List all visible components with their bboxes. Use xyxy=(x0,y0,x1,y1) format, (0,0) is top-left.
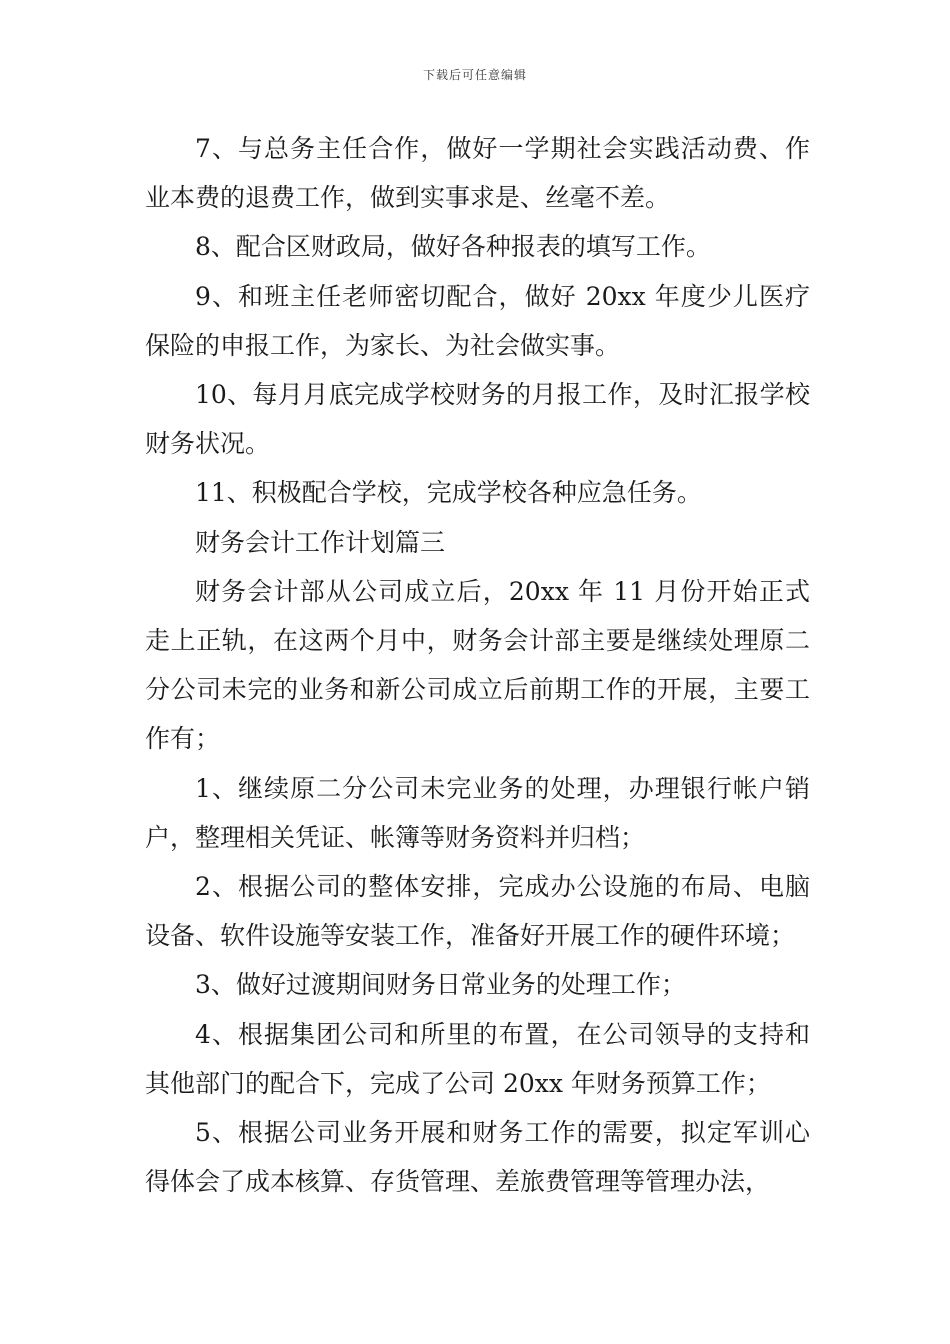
document-body xyxy=(145,124,810,1206)
section-heading: 财务会计工作计划篇三 xyxy=(195,527,446,557)
paragraph-work-5: 5、根据公司业务开展和财务工作的需要，拟定军训心得体会了成本核算、存货管理、差旅费管理等管理办法， xyxy=(145,1118,810,1197)
paragraph-item-11: 11、积极配合学校，完成学校各种应急任务。 xyxy=(195,478,702,508)
paragraph-item-7: 7、与总务主任合作，做好一学期社会实践活动费、作业本费的退费工作，做到实事求是、丝毫不差。 xyxy=(145,134,810,213)
section-intro-paragraph: 财务会计部从公司成立后，20xx 年 11 月份开始正式走上正轨，在这两个月中，财务会计部主要是继续处理原二分公司未完的业务和新公司成立后前期工作的开展，主要工作有； xyxy=(145,576,810,754)
page-header: 下载后可任意编辑 xyxy=(422,68,527,82)
paragraph-item-8: 8、配合区财政局，做好各种报表的填写工作。 xyxy=(195,232,711,262)
paragraph-work-3: 3、做好过渡期间财务日常业务的处理工作； xyxy=(195,970,686,1000)
paragraph-work-2: 2、根据公司的整体安排，完成办公设施的布局、电脑设备、软件设施等安装工作，准备好开展工作的硬件环境； xyxy=(145,872,810,951)
paragraph-item-9: 9、和班主任老师密切配合，做好 20xx 年度少儿医疗保险的申报工作，为家长、为社会做实事。 xyxy=(145,281,810,360)
paragraph-work-1: 1、继续原二分公司未完业务的处理，办理银行帐户销户，整理相关凭证、帐簿等财务资料并归档； xyxy=(145,773,810,852)
paragraph-item-10: 10、每月月底完成学校财务的月报工作，及时汇报学校财务状况。 xyxy=(145,380,810,459)
paragraph-work-4: 4、根据集团公司和所里的布置，在公司领导的支持和其他部门的配合下，完成了公司 20xx 年财务预算工作； xyxy=(145,1019,810,1098)
